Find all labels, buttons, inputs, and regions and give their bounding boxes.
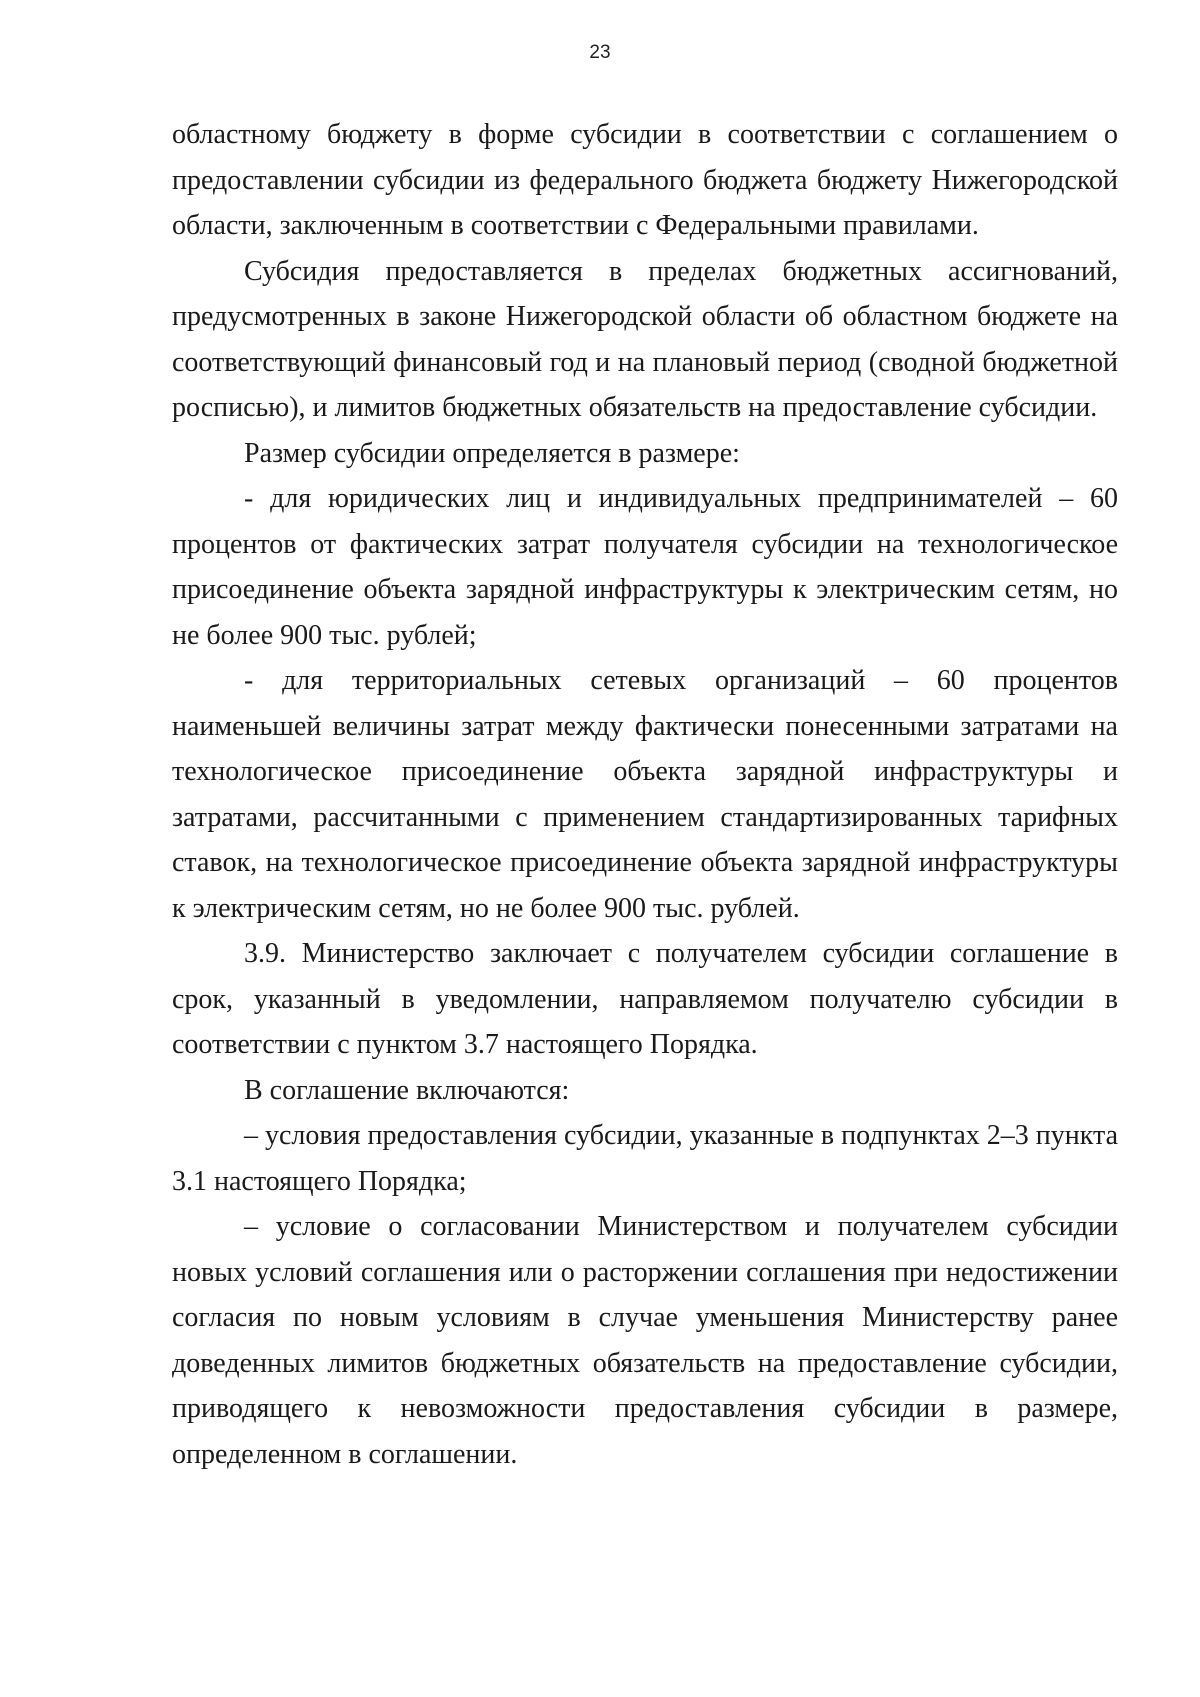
document-body: [172, 112, 1118, 1477]
list-item-legal-entities: - для юридических лиц и индивидуальных предпринимателей – 60 процентов от фактических затрат получателя субсидии на технологическое присоединение объекта зарядной инфраструктуры к электрическим сетям, но не более 900 тыс. рублей;: [172, 483, 1118, 651]
paragraph-continuation: областному бюджету в форме субсидии в соответствии с соглашением о предоставлении субсидии из федерального бюджета бюджету Нижегородской области, заключенным в соответствии с Федеральными правилами.: [172, 119, 1118, 241]
page-number: 23: [589, 42, 611, 63]
paragraph-agreement-includes: В соглашение включаются:: [244, 1074, 570, 1106]
list-item-conditions: – условия предоставления субсидии, указанные в подпунктах 2–3 пункта 3.1 настоящего Порядка;: [172, 1120, 1118, 1197]
list-item-grid-organizations: - для территориальных сетевых организаций – 60 процентов наименьшей величины затрат между фактически понесенными затратами на технологическое присоединение объекта зарядной инфраструктуры и затратами, рассчитанными с применением стандартизированных тарифных ставок, на технологическое присоединение объекта зарядной инфраструктуры к электрическим сетям, но не более 900 тыс. рублей.: [172, 665, 1118, 924]
list-item-renegotiation: – условие о согласовании Министерством и получателем субсидии новых условий соглашения или о расторжении соглашения при недостижении согласия по новым условиям в случае уменьшения Министерству ранее доведенных лимитов бюджетных обязательств на предоставление субсидии, приводящего к невозможности предоставления субсидии в размере, определенном в соглашении.: [172, 1211, 1118, 1470]
paragraph-section-3-9: 3.9. Министерство заключает с получателем субсидии соглашение в срок, указанный в уведомлении, направляемом получателю субсидии в соответствии с пунктом 3.7 настоящего Порядка.: [172, 938, 1118, 1060]
paragraph-subsidy-size: Размер субсидии определяется в размере:: [244, 437, 740, 469]
paragraph-subsidy-limits: Субсидия предоставляется в пределах бюджетных ассигнований, предусмотренных в законе Нижегородской области об областном бюджете на соответствующий финансовый год и на плановый период (сводной бюджетной росписью), и лимитов бюджетных обязательств на предоставление субсидии.: [172, 255, 1118, 423]
